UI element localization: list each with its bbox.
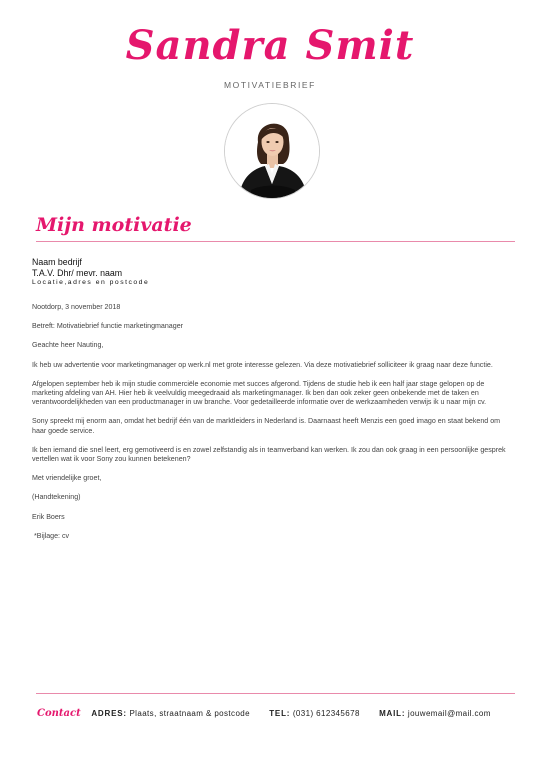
phone-label: TEL: (269, 709, 291, 718)
mail-value: jouwemail@mail.com (407, 709, 491, 718)
letter-signature: (Handtekening) (32, 493, 81, 502)
section-title: Mijn motivatie (36, 214, 192, 236)
footer-divider (36, 693, 515, 694)
recipient-block (32, 257, 149, 289)
phone-value: (031) 612345678 (292, 709, 360, 718)
recipient-company: Naam bedrijf (32, 257, 82, 267)
letter-attachment: *Bijlage: cv (34, 531, 70, 540)
portrait-image (225, 104, 319, 198)
mail-label: MAIL: (379, 709, 406, 718)
profile-photo (224, 103, 320, 199)
letter-paragraph: Ik ben iemand die snel leert, erg gemotiveerd is en zowel zelfstandig als in teamverband kan werken. Ik zou dan ook graag in een persoonlijke gesprek vertellen wat ik voor Sony zou kunnen betekenen? (32, 445, 506, 464)
recipient-location: Locatie,adres en postcode (32, 279, 150, 286)
letter-paragraph: Sony spreekt mij enorm aan, omdat het bedrijf één van de marktleiders in Nederland is. Daarnaast heeft Menzis een goed imago en staat bekend om haar goede service. (32, 417, 501, 435)
applicant-name: Sandra Smit (125, 22, 415, 69)
contact-footer (37, 708, 517, 719)
section-divider (36, 241, 515, 242)
document-subtitle: MOTIVATIEBRIEF (224, 80, 316, 90)
letter-closing: Met vriendelijke groet, (32, 474, 102, 483)
contact-label: Contact (37, 708, 81, 719)
letter-paragraph: Ik heb uw advertentie voor marketingmanager op werk.nl met grote interesse gelezen. Via deze motivatiebrief solliciteer ik graag naar deze functie. (32, 360, 493, 369)
letter-signer: Erik Boers (32, 512, 65, 521)
letter-date: Nootdorp, 3 november 2018 (32, 303, 121, 311)
address-label: ADRES: (91, 709, 127, 718)
letter-subject: Betreft: Motivatiebrief functie marketingmanager (32, 322, 184, 331)
address-value: Plaats, straatnaam & postcode (129, 709, 250, 718)
letter-paragraph: Afgelopen september heb ik mijn studie commerciële economie met succes afgerond. Tijdens de studie heb ik een half jaar stage gelopen op de marketing afdeling van AH. Hier heb ik veelvuldig meegedraaid als marketingmanager. Ik ben dan ook zeker geen onbekende met de taken en verantwoordelijkheden van een productmanager in uw branche. Voor gedetailleerde informatie over de werkzaamheden verwijs ik u naar mijn cv. (32, 379, 487, 407)
letter-salutation: Geachte heer Nauting, (32, 341, 104, 350)
recipient-attention: T.A.V. Dhr/ mevr. naam (32, 267, 123, 278)
letter-body (32, 303, 516, 551)
